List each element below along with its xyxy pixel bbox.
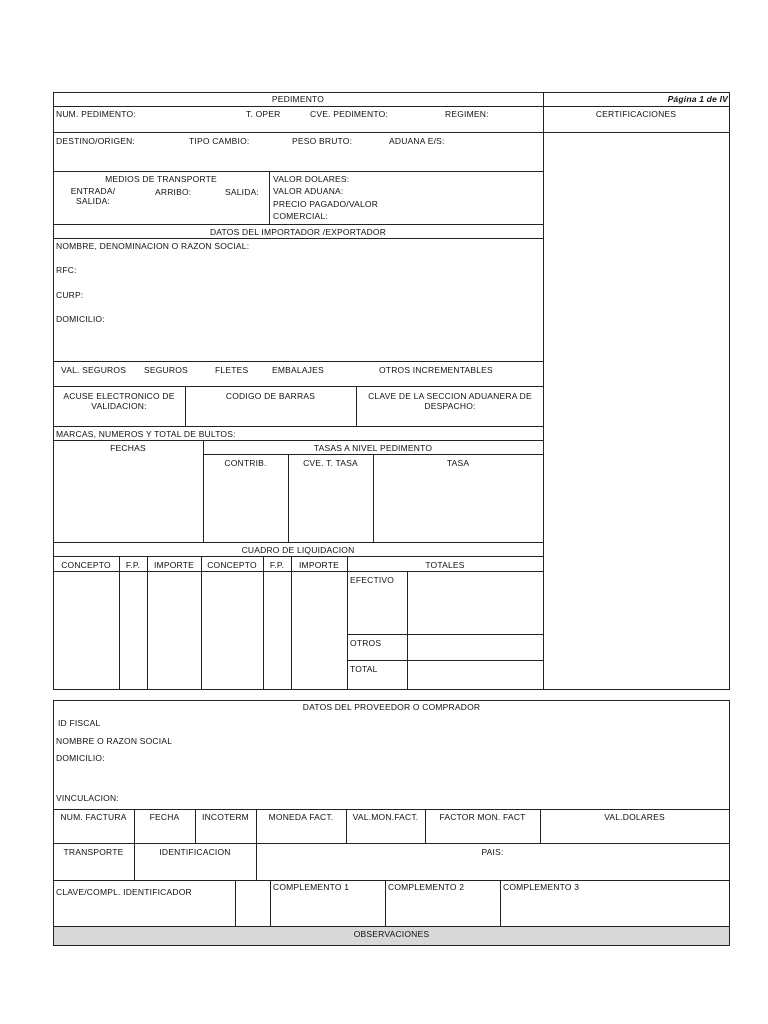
valor-aduana-label: VALOR ADUANA: [273,186,344,196]
border [729,92,730,690]
concepto-label-2: CONCEPTO [207,560,257,570]
border [53,700,730,701]
t-oper-label: T. OPER [246,109,281,119]
observaciones-label: OBSERVACIONES [353,929,430,939]
destino-origen-label: DESTINO/ORIGEN: [56,136,136,146]
border [270,880,271,926]
embalajes-label: EMBALAJES [272,365,324,375]
medios-transporte-title: MEDIOS DE TRANSPORTE [105,174,217,184]
contrib-label: CONTRIB. [224,458,267,468]
entrada-salida-label: ENTRADA/ SALIDA: [70,186,116,206]
border [235,880,236,926]
num-factura-label: NUM. FACTURA [60,812,127,822]
regimen-label: REGIMEN: [445,109,489,119]
efectivo-label: EFECTIVO [350,575,395,585]
vinculacion-label: VINCULACION: [56,793,119,803]
form-title: PEDIMENTO [271,94,325,104]
curp-label: CURP: [56,290,84,300]
border [356,386,357,426]
salida-label: SALIDA: [225,187,259,197]
border [53,809,730,810]
tipo-cambio-label: TIPO CAMBIO: [189,136,250,146]
nombre-label: NOMBRE, DENOMINACION O RAZON SOCIAL: [56,241,250,251]
seguros-label: SEGUROS [144,365,188,375]
border [147,556,148,689]
fechas-label: FECHAS [110,443,146,453]
border [291,556,292,689]
val-dolares-label: VAL.DOLARES [604,812,665,822]
moneda-fact-label: MONEDA FACT. [268,812,334,822]
page-number: Página 1 de IV [667,94,728,104]
border [53,426,543,427]
fp-label-2: F.P. [269,560,285,570]
border [53,386,543,387]
cve-tasa-label: CVE. T. TASA [303,458,358,468]
complemento1-label: COMPLEMENTO 1 [273,882,350,892]
totales-label: TOTALES [425,560,465,570]
border [347,556,348,689]
fp-label: F.P. [125,560,141,570]
cve-pedimento-label: CVE. PEDIMENTO: [310,109,388,119]
border [385,880,386,926]
border [53,843,730,844]
proveedor-title: DATOS DEL PROVEEDOR O COMPRADOR [302,702,481,712]
complemento2-label: COMPLEMENTO 2 [388,882,465,892]
border [53,700,54,946]
acuse-label: ACUSE ELECTRONICO DE VALIDACION: [63,391,175,411]
border [53,238,543,239]
domicilio-label: DOMICILIO: [56,314,105,324]
border [53,92,730,93]
val-mon-fact-label: VAL.MON.FACT. [352,812,419,822]
border [53,106,730,107]
fecha-label: FECHA [149,812,180,822]
incoterm-label: INCOTERM [202,812,249,822]
comercial-label: COMERCIAL: [273,211,328,221]
clave-compl-label: CLAVE/COMPL. IDENTIFICADOR [56,887,192,897]
border [201,556,202,689]
border [53,224,543,225]
border [53,171,543,172]
border [500,880,501,926]
border [407,571,408,689]
border [53,361,543,362]
arribo-label: ARRIBO: [155,187,192,197]
concepto-label: CONCEPTO [61,560,111,570]
marcas-label: MARCAS, NUMEROS Y TOTAL DE BULTOS: [56,429,236,439]
domicilio-proveedor-label: DOMICILIO: [56,753,105,763]
tasas-title: TASAS A NIVEL PEDIMENTO [313,443,433,453]
tasa-label: TASA [446,458,470,468]
peso-bruto-label: PESO BRUTO: [292,136,353,146]
num-pedimento-label: NUM. PEDIMENTO: [56,109,136,119]
border [53,556,543,557]
val-seguros-label: VAL. SEGUROS [61,365,127,375]
border [119,556,120,689]
border [53,440,543,441]
border [269,171,270,224]
complemento3-label: COMPLEMENTO 3 [503,882,580,892]
codigo-barras-label: CODIGO DE BARRAS [225,391,316,401]
identificacion-label: IDENTIFICACION [159,847,231,857]
transporte-label: TRANSPORTE [63,847,124,857]
border [263,556,264,689]
border [53,542,543,543]
pais-label: PAIS: [481,847,504,857]
rfc-label: RFC: [56,265,77,275]
border [53,571,543,572]
aduana-label: ADUANA E/S: [389,136,445,146]
border [347,660,543,661]
precio-pagado-label: PRECIO PAGADO/VALOR [273,199,379,209]
border [53,689,730,690]
otros-label: OTROS [350,638,382,648]
importador-title: DATOS DEL IMPORTADOR /EXPORTADOR [209,227,387,237]
total-label: TOTAL [350,664,378,674]
valor-dolares-label: VALOR DOLARES: [273,174,350,184]
border [543,92,544,690]
fletes-label: FLETES [215,365,249,375]
factor-mon-label: FACTOR MON. FACT [439,812,526,822]
otros-incrementables-label: OTROS INCREMENTABLES [379,365,493,375]
border [729,700,730,946]
clave-seccion-label: CLAVE DE LA SECCION ADUANERA DE DESPACHO: [368,391,532,411]
border [53,880,730,881]
liquidacion-title: CUADRO DE LIQUIDACION [241,545,355,555]
nombre-razon-label: NOMBRE O RAZON SOCIAL [56,736,173,746]
importe-label-2: IMPORTE [299,560,339,570]
id-fiscal-label: ID FISCAL [58,718,101,728]
border [53,132,730,133]
border [53,945,730,946]
importe-label: IMPORTE [154,560,194,570]
border [203,440,204,542]
border [347,634,543,635]
certificaciones-label: CERTIFICACIONES [595,109,677,119]
